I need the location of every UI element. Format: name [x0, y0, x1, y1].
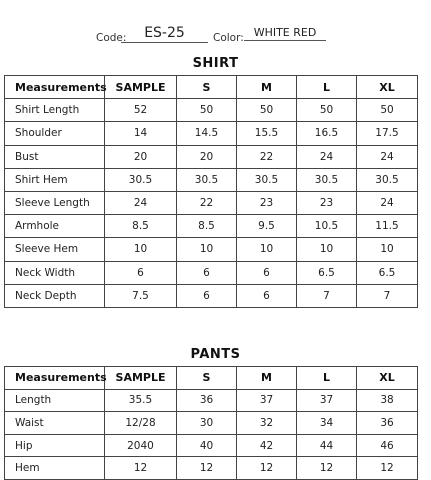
table-cell: 30.5	[357, 168, 418, 191]
table-cell: 6	[105, 261, 177, 284]
column-header: M	[237, 76, 297, 99]
table-cell: 46	[357, 434, 418, 457]
shirt-section-title: SHIRT	[192, 56, 239, 71]
table-row	[5, 434, 418, 457]
color-label: Color:	[213, 32, 244, 44]
column-header: SAMPLE	[105, 367, 177, 390]
column-header: S	[177, 76, 237, 99]
table-cell: 12	[297, 457, 357, 480]
product-header	[0, 24, 431, 44]
column-header: SAMPLE	[105, 76, 177, 99]
table-cell: 30.5	[105, 168, 177, 191]
column-header: S	[177, 367, 237, 390]
code-value: ES-25	[121, 24, 208, 43]
table-cell: 50	[237, 99, 297, 122]
table-cell: 35.5	[105, 389, 177, 412]
row-label: Sleeve Hem	[5, 238, 105, 261]
table-row	[5, 261, 418, 284]
table-cell: 44	[297, 434, 357, 457]
pants-section-title: PANTS	[190, 347, 241, 362]
table-cell: 6	[177, 261, 237, 284]
column-header: L	[297, 76, 357, 99]
table-cell: 7.5	[105, 284, 177, 307]
color-value: WHITE RED	[244, 26, 326, 41]
row-label: Shoulder	[5, 122, 105, 145]
column-header: L	[297, 367, 357, 390]
table-cell: 10	[297, 238, 357, 261]
table-cell: 22	[177, 191, 237, 214]
table-cell: 23	[237, 191, 297, 214]
shirt-measurements-table	[4, 75, 418, 308]
table-cell: 11.5	[357, 215, 418, 238]
table-cell: 36	[177, 389, 237, 412]
table-cell: 12	[237, 457, 297, 480]
table-cell: 10	[237, 238, 297, 261]
table-cell: 30.5	[177, 168, 237, 191]
table-cell: 52	[105, 99, 177, 122]
row-label: Bust	[5, 145, 105, 168]
table-cell: 9.5	[237, 215, 297, 238]
table-cell: 36	[357, 412, 418, 435]
table-cell: 8.5	[177, 215, 237, 238]
table-cell: 24	[297, 145, 357, 168]
table-cell: 10	[105, 238, 177, 261]
table-cell: 22	[237, 145, 297, 168]
column-header: XL	[357, 76, 418, 99]
table-header-row	[5, 367, 418, 390]
table-cell: 23	[297, 191, 357, 214]
table-cell: 24	[357, 191, 418, 214]
table-cell: 12	[177, 457, 237, 480]
table-cell: 15.5	[237, 122, 297, 145]
table-cell: 6	[237, 261, 297, 284]
row-label: Sleeve Length	[5, 191, 105, 214]
table-row	[5, 215, 418, 238]
row-label: Hem	[5, 457, 105, 480]
table-cell: 50	[297, 99, 357, 122]
table-row	[5, 99, 418, 122]
row-label: Length	[5, 389, 105, 412]
row-label: Shirt Hem	[5, 168, 105, 191]
row-label: Armhole	[5, 215, 105, 238]
table-cell: 30.5	[237, 168, 297, 191]
table-cell: 10.5	[297, 215, 357, 238]
table-cell: 12/28	[105, 412, 177, 435]
table-cell: 14	[105, 122, 177, 145]
column-header: Measurements	[5, 76, 105, 99]
table-cell: 10	[177, 238, 237, 261]
table-cell: 38	[357, 389, 418, 412]
row-label: Hip	[5, 434, 105, 457]
table-cell: 7	[357, 284, 418, 307]
table-row	[5, 457, 418, 480]
table-row	[5, 412, 418, 435]
table-cell: 32	[237, 412, 297, 435]
pants-measurements-table	[4, 366, 418, 480]
table-cell: 37	[297, 389, 357, 412]
table-cell: 6.5	[357, 261, 418, 284]
table-cell: 24	[105, 191, 177, 214]
table-cell: 14.5	[177, 122, 237, 145]
table-cell: 10	[357, 238, 418, 261]
code-label: Code:	[96, 32, 127, 44]
table-cell: 50	[177, 99, 237, 122]
table-row	[5, 284, 418, 307]
table-cell: 30	[177, 412, 237, 435]
table-cell: 12	[357, 457, 418, 480]
row-label: Waist	[5, 412, 105, 435]
table-cell: 24	[357, 145, 418, 168]
table-cell: 37	[237, 389, 297, 412]
table-cell: 6.5	[297, 261, 357, 284]
table-row	[5, 389, 418, 412]
table-row	[5, 145, 418, 168]
table-cell: 20	[177, 145, 237, 168]
table-cell: 8.5	[105, 215, 177, 238]
row-label: Neck Width	[5, 261, 105, 284]
table-cell: 7	[297, 284, 357, 307]
table-row	[5, 122, 418, 145]
table-cell: 30.5	[297, 168, 357, 191]
table-row	[5, 191, 418, 214]
row-label: Shirt Length	[5, 99, 105, 122]
table-cell: 42	[237, 434, 297, 457]
table-cell: 6	[177, 284, 237, 307]
table-row	[5, 168, 418, 191]
table-cell: 6	[237, 284, 297, 307]
table-cell: 50	[357, 99, 418, 122]
table-row	[5, 238, 418, 261]
table-cell: 40	[177, 434, 237, 457]
table-cell: 12	[105, 457, 177, 480]
table-header-row	[5, 76, 418, 99]
table-cell: 20	[105, 145, 177, 168]
column-header: Measurements	[5, 367, 105, 390]
table-cell: 2040	[105, 434, 177, 457]
row-label: Neck Depth	[5, 284, 105, 307]
table-cell: 34	[297, 412, 357, 435]
table-cell: 16.5	[297, 122, 357, 145]
table-cell: 17.5	[357, 122, 418, 145]
column-header: XL	[357, 367, 418, 390]
column-header: M	[237, 367, 297, 390]
